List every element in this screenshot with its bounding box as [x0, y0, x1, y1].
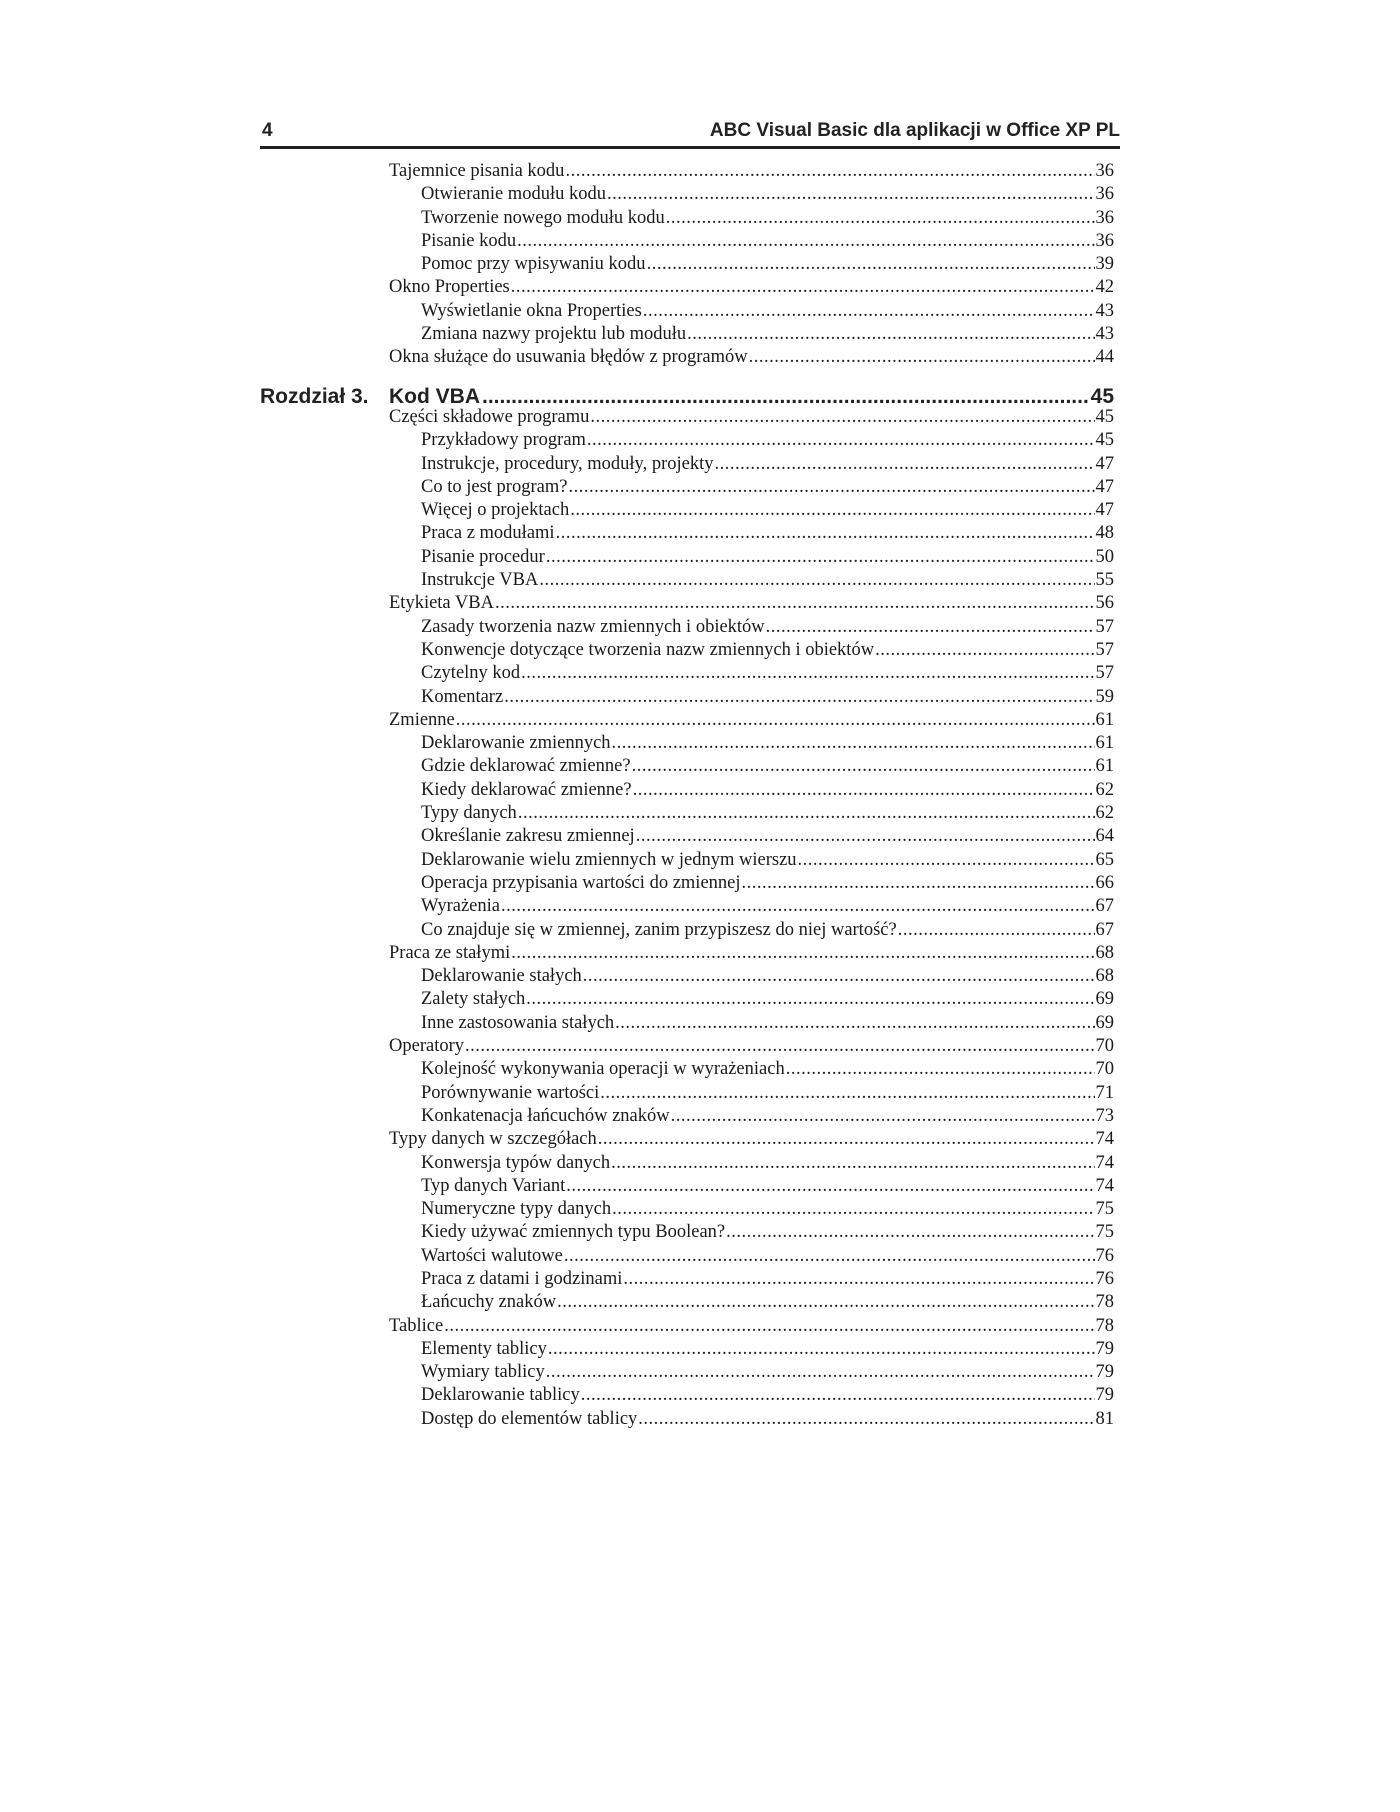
leader-dots	[615, 1012, 1094, 1035]
leader-dots	[511, 276, 1095, 299]
toc-entry-label: Deklarowanie wielu zmiennych w jednym wierszu	[421, 849, 797, 870]
toc-entry	[389, 1408, 1114, 1431]
toc-entry-label: Części składowe programu	[389, 407, 590, 427]
toc-entry-label: Wartości walutowe	[421, 1245, 563, 1266]
leader-dots	[633, 779, 1095, 802]
toc-entry-page: 59	[1095, 686, 1114, 707]
toc-entry-page: 36	[1095, 230, 1114, 251]
toc-entry-label: Zalety stałych	[421, 989, 526, 1010]
toc-entry-label: Wymiary tablicy	[421, 1362, 545, 1383]
toc-entry	[389, 1035, 1114, 1058]
leader-dots	[766, 616, 1095, 639]
leader-dots	[548, 1338, 1095, 1361]
toc-entry-label: Więcej o projektach	[421, 500, 570, 521]
toc-section-continued	[389, 160, 1114, 370]
toc-entry	[389, 1361, 1114, 1384]
toc-entry	[389, 346, 1114, 369]
leader-dots	[504, 686, 1094, 709]
leader-dots	[556, 522, 1095, 545]
page-number: 4	[262, 120, 273, 141]
leader-dots	[521, 662, 1094, 685]
toc-entry-label: Zmiana nazwy projektu lub modułu	[421, 324, 687, 345]
toc-entry	[389, 276, 1114, 299]
leader-dots	[565, 160, 1094, 183]
toc-entry-page: 70	[1095, 1059, 1114, 1080]
toc-entry-page: 67	[1095, 896, 1114, 917]
toc-entry-page: 64	[1095, 826, 1114, 847]
toc-entry-page: 69	[1095, 989, 1114, 1010]
toc-entry	[389, 1221, 1114, 1244]
toc-entry-page: 81	[1095, 1408, 1114, 1429]
leader-dots	[566, 1175, 1094, 1198]
toc-entry	[389, 639, 1114, 662]
leader-dots	[583, 965, 1095, 988]
toc-entry-page: 47	[1095, 476, 1114, 497]
toc-entry-page: 68	[1095, 966, 1114, 987]
toc-entry-label: Wyrażenia	[421, 896, 500, 917]
toc-entry-label: Tajemnice pisania kodu	[389, 161, 565, 181]
toc-entry	[389, 1175, 1114, 1198]
chapter-page: 45	[1090, 385, 1114, 408]
leader-dots	[611, 1152, 1094, 1175]
toc-entry	[389, 732, 1114, 755]
leader-dots	[612, 732, 1095, 755]
toc-entry-label: Konwersja typów danych	[421, 1152, 611, 1173]
toc-entry	[389, 183, 1114, 206]
toc-entry-page: 68	[1095, 942, 1114, 963]
toc-entry-label: Zasady tworzenia nazw zmiennych i obiektów	[421, 616, 765, 637]
toc-entry-page: 73	[1095, 1105, 1114, 1126]
toc-entry-label: Deklarowanie tablicy	[421, 1385, 580, 1406]
toc-entry	[389, 686, 1114, 709]
leader-dots	[612, 1198, 1094, 1221]
toc-entry-page: 61	[1095, 709, 1114, 730]
toc-entry	[389, 919, 1114, 942]
toc-entry-page: 47	[1095, 500, 1114, 521]
toc-entry	[389, 230, 1114, 253]
toc-entry	[389, 1058, 1114, 1081]
toc-entry	[389, 662, 1114, 685]
leader-dots	[444, 1315, 1094, 1338]
toc-entry-label: Co znajduje się w zmiennej, zanim przypiszesz do niej wartość?	[421, 919, 897, 940]
toc-entry-page: 76	[1095, 1245, 1114, 1266]
toc-entry-label: Etykieta VBA	[389, 593, 494, 614]
leader-dots	[564, 1245, 1095, 1268]
toc-entry-label: Konkatenacja łańcuchów znaków	[421, 1105, 670, 1126]
toc-entry-page: 57	[1095, 663, 1114, 684]
toc-entry-page: 36	[1095, 207, 1114, 228]
toc-entry-page: 61	[1095, 756, 1114, 777]
toc-entry-label: Zmienne	[389, 709, 455, 730]
toc-entry	[389, 988, 1114, 1011]
toc-entry	[389, 207, 1114, 230]
toc-entry	[389, 1198, 1114, 1221]
toc-entry-page: 70	[1095, 1036, 1114, 1057]
toc-entry-page: 71	[1095, 1082, 1114, 1103]
leader-dots	[598, 1128, 1095, 1151]
toc-entry-page: 45	[1095, 407, 1114, 427]
toc-entry-label: Konwencje dotyczące tworzenia nazw zmiennych i obiektów	[421, 639, 875, 660]
toc-entry-page: 42	[1095, 277, 1114, 298]
chapter-title: Kod VBA	[389, 385, 480, 408]
toc-entry-label: Okna służące do usuwania błędów z programów	[389, 347, 748, 368]
toc-entry-label: Operacja przypisania wartości do zmiennej	[421, 872, 741, 893]
leader-dots	[587, 429, 1095, 452]
toc-entry	[389, 942, 1114, 965]
toc-entry-label: Inne zastosowania stałych	[421, 1012, 615, 1033]
page-header	[260, 118, 1120, 146]
toc-entry	[389, 616, 1114, 639]
leader-dots	[875, 639, 1094, 662]
book-title: ABC Visual Basic dla aplikacji w Office XP PL	[709, 120, 1120, 141]
toc-entry-page: 36	[1095, 184, 1114, 205]
toc-entry-page: 50	[1095, 546, 1114, 567]
toc-entry-label: Czytelny kod	[421, 663, 521, 684]
toc-entry-page: 43	[1095, 324, 1114, 345]
toc-entry-label: Otwieranie modułu kodu	[421, 184, 606, 205]
toc-entry-label: Praca z modułami	[421, 523, 555, 544]
header-rule	[260, 146, 1120, 149]
leader-dots	[898, 919, 1095, 942]
toc-entry-label: Numeryczne typy danych	[421, 1199, 612, 1220]
leader-dots	[643, 300, 1095, 323]
toc-entry	[389, 1384, 1114, 1407]
toc-entry-page: 47	[1095, 453, 1114, 474]
toc-entry	[389, 1012, 1114, 1035]
toc-entry	[389, 779, 1114, 802]
toc-entry-page: 75	[1095, 1199, 1114, 1220]
toc-entry-page: 75	[1095, 1222, 1114, 1243]
toc-entry	[389, 802, 1114, 825]
leader-dots	[546, 1361, 1095, 1384]
leader-dots	[546, 546, 1095, 569]
toc-entry-label: Instrukcje VBA	[421, 570, 539, 591]
leader-dots	[636, 825, 1095, 848]
toc-entry	[389, 160, 1114, 183]
toc-entry-label: Tworzenie nowego modułu kodu	[421, 207, 665, 228]
leader-dots	[715, 453, 1095, 476]
toc-entry-label: Operatory	[389, 1036, 464, 1057]
leader-dots	[607, 183, 1095, 206]
toc-entry-page: 79	[1095, 1385, 1114, 1406]
toc-entry-label: Dostęp do elementów tablicy	[421, 1408, 638, 1429]
toc-entry	[389, 1291, 1114, 1314]
leader-dots	[465, 1035, 1095, 1058]
toc-entry-page: 74	[1095, 1152, 1114, 1173]
toc-entry	[389, 1105, 1114, 1128]
toc-entry	[389, 300, 1114, 323]
leader-dots	[517, 230, 1094, 253]
toc-entry-label: Deklarowanie stałych	[421, 966, 582, 987]
toc-entry	[389, 1245, 1114, 1268]
leader-dots	[749, 346, 1095, 369]
toc-entry-label: Kolejność wykonywania operacji w wyrażeniach	[421, 1059, 785, 1080]
leader-dots	[456, 709, 1095, 732]
toc-entry	[389, 522, 1114, 545]
toc-entry-page: 76	[1095, 1268, 1114, 1289]
toc-entry-page: 39	[1095, 254, 1114, 275]
toc-entry-label: Tablice	[389, 1315, 444, 1336]
toc-entry-page: 66	[1095, 872, 1114, 893]
toc-entry	[389, 1268, 1114, 1291]
toc-entry-label: Typy danych	[421, 803, 517, 824]
toc-entry-label: Wyświetlanie okna Properties	[421, 300, 642, 321]
toc-entry	[389, 872, 1114, 895]
chapter-number: Rozdział 3.	[260, 385, 369, 408]
toc-entry-page: 79	[1095, 1362, 1114, 1383]
toc-entry-label: Określanie zakresu zmiennej	[421, 826, 635, 847]
leader-dots	[495, 592, 1095, 615]
toc-entry-page: 57	[1095, 639, 1114, 660]
leader-dots	[568, 476, 1094, 499]
toc-entry	[389, 323, 1114, 346]
toc-entry-page: 74	[1095, 1129, 1114, 1150]
toc-entry	[389, 569, 1114, 592]
toc-entry	[389, 453, 1114, 476]
toc-entry-page: 78	[1095, 1292, 1114, 1313]
toc-entry-page: 62	[1095, 779, 1114, 800]
leader-dots	[623, 1268, 1094, 1291]
toc-entry-page: 67	[1095, 919, 1114, 940]
toc-entry	[389, 1315, 1114, 1338]
leader-dots	[726, 1221, 1094, 1244]
leader-dots	[557, 1291, 1094, 1314]
toc-entry-page: 48	[1095, 523, 1114, 544]
toc-entry	[389, 755, 1114, 778]
leader-dots	[501, 895, 1095, 918]
leader-dots	[511, 942, 1094, 965]
toc-entry-page: 62	[1095, 803, 1114, 824]
toc-entry	[389, 1152, 1114, 1175]
toc-entry	[389, 1128, 1114, 1151]
toc-entry	[389, 1082, 1114, 1105]
toc-entry	[389, 592, 1114, 615]
leader-dots	[581, 1384, 1095, 1407]
toc-entry	[389, 546, 1114, 569]
leader-dots	[742, 872, 1095, 895]
toc-entry-label: Kiedy deklarować zmienne?	[421, 779, 632, 800]
leader-dots	[671, 1105, 1095, 1128]
toc-entry-label: Praca z datami i godzinami	[421, 1268, 623, 1289]
toc-entry	[389, 406, 1114, 429]
leader-dots	[638, 1408, 1094, 1431]
toc-entry-label: Deklarowanie zmiennych	[421, 733, 611, 754]
leader-dots	[590, 406, 1094, 429]
toc-entry-label: Przykładowy program	[421, 430, 586, 451]
toc-entry-page: 74	[1095, 1175, 1114, 1196]
toc-entry-label: Pomoc przy wpisywaniu kodu	[421, 254, 646, 275]
toc-entry-page: 78	[1095, 1315, 1114, 1336]
toc-entry	[389, 476, 1114, 499]
leader-dots	[647, 253, 1095, 276]
leader-dots	[539, 569, 1094, 592]
toc-entry-page: 57	[1095, 616, 1114, 637]
toc-entry-page: 56	[1095, 593, 1114, 614]
toc-entry	[389, 825, 1114, 848]
toc-entry-label: Co to jest program?	[421, 476, 568, 497]
toc-entry-label: Porównywanie wartości	[421, 1082, 600, 1103]
toc-entry	[389, 253, 1114, 276]
toc-entry-page: 44	[1095, 347, 1114, 368]
toc-entry	[389, 429, 1114, 452]
toc-entry-page: 55	[1095, 570, 1114, 591]
toc-entry-page: 45	[1095, 430, 1114, 451]
toc-entry-label: Gdzie deklarować zmienne?	[421, 756, 631, 777]
leader-dots	[526, 988, 1094, 1011]
toc-entry-label: Typy danych w szczegółach	[389, 1129, 597, 1150]
leader-dots	[798, 849, 1095, 872]
toc-entry-label: Łańcuchy znaków	[421, 1292, 557, 1313]
toc-entry	[389, 499, 1114, 522]
toc-entry-label: Komentarz	[421, 686, 504, 707]
toc-entry-page: 43	[1095, 300, 1114, 321]
toc-entry-page: 79	[1095, 1338, 1114, 1359]
toc-entry	[389, 895, 1114, 918]
toc-entry-label: Pisanie kodu	[421, 230, 517, 251]
toc-entry	[389, 1338, 1114, 1361]
toc-entry-page: 61	[1095, 733, 1114, 754]
leader-dots	[687, 323, 1094, 346]
toc-entry-label: Elementy tablicy	[421, 1338, 547, 1359]
toc-chapter-3	[389, 406, 1114, 1431]
leader-dots	[570, 499, 1094, 522]
toc-entry-page: 69	[1095, 1012, 1114, 1033]
toc-entry	[389, 709, 1114, 732]
leader-dots	[518, 802, 1095, 825]
leader-dots	[600, 1082, 1094, 1105]
toc-entry-page: 65	[1095, 849, 1114, 870]
toc-entry-label: Instrukcje, procedury, moduły, projekty	[421, 453, 714, 474]
toc-entry-label: Okno Properties	[389, 277, 510, 298]
leader-dots	[632, 755, 1095, 778]
toc-entry	[389, 965, 1114, 988]
toc-entry-label: Kiedy używać zmiennych typu Boolean?	[421, 1222, 726, 1243]
leader-dots	[786, 1058, 1095, 1081]
leader-dots	[666, 207, 1095, 230]
toc-entry-label: Praca ze stałymi	[389, 942, 511, 963]
toc-entry-label: Typ danych Variant	[421, 1175, 566, 1196]
toc-entry-label: Pisanie procedur	[421, 546, 545, 567]
toc-entry-page: 36	[1095, 161, 1114, 181]
toc-entry	[389, 849, 1114, 872]
